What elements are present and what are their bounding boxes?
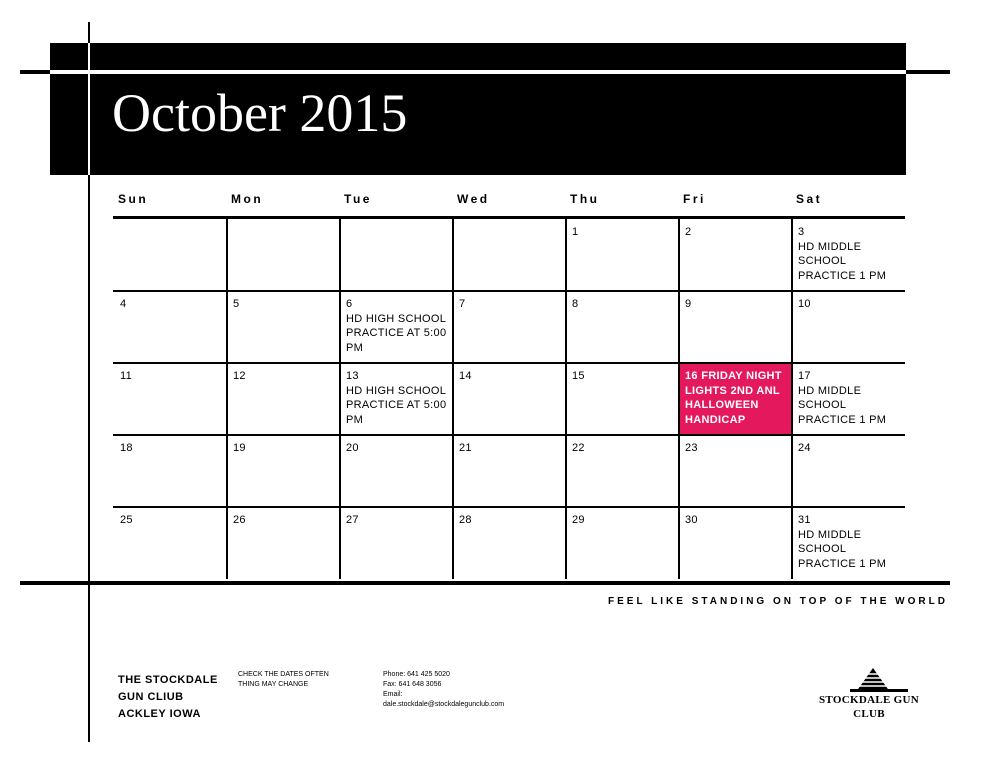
grid-column-rule [452,219,454,579]
weekday-sun: Sun [118,192,149,206]
calendar-day-cell[interactable] [228,508,339,580]
day-number: 21 [459,442,472,454]
calendar-day-cell[interactable] [567,292,678,362]
grid-top-rule [113,216,905,219]
notice-line: CHECK THE DATES OFTEN [238,671,329,678]
calendar-day-cell[interactable] [115,508,226,580]
email-address[interactable]: dale.stockdale@stockdalegunclub.com [383,701,505,708]
calendar-day-cell[interactable] [341,508,452,580]
day-number: 17 [798,370,811,382]
weekday-tue: Tue [344,192,372,206]
event-text: HD MIDDLE SCHOOL PRACTICE 1 PM [798,240,887,282]
fax: Fax: 641 648 3056 [383,681,442,688]
logo-text-line: STOCKDALE GUN [819,694,919,706]
calendar-day-cell[interactable] [680,292,791,362]
header-rule-inset [50,70,906,74]
calendar-day-cell[interactable] [680,220,791,290]
contact-info [383,670,504,710]
day-number: 25 [120,514,133,526]
day-number: 3 [798,226,805,238]
day-number: 11 [120,370,133,382]
day-number: 1 [572,226,579,238]
day-number: 29 [572,514,585,526]
calendar-day-cell[interactable] [228,220,339,290]
club-name-line: ACKLEY IOWA [118,708,201,720]
page-title: October 2015 [112,83,408,143]
day-number: 22 [572,442,585,454]
margin-rule-inset [88,43,90,175]
calendar-day-cell[interactable] [793,364,904,434]
calendar-day-cell[interactable] [454,436,565,506]
day-number: 6 [346,298,353,310]
day-number: 4 [120,298,127,310]
grid-column-rule [565,219,567,579]
calendar-day-cell[interactable] [228,364,339,434]
day-number: 30 [685,514,698,526]
notice [238,670,329,690]
calendar-day-cell[interactable] [793,436,904,506]
calendar-day-cell[interactable] [115,364,226,434]
day-number: 5 [233,298,240,310]
calendar-day-cell[interactable] [341,364,452,434]
calendar-day-cell[interactable] [793,292,904,362]
calendar-day-cell[interactable] [454,220,565,290]
weekday-mon: Mon [231,192,264,206]
day-number: 16 [685,370,698,382]
calendar-day-cell[interactable] [454,292,565,362]
event-text: HD HIGH SCHOOL PRACTICE AT 5:00 PM [346,384,447,426]
weekday-thu: Thu [570,192,600,206]
day-number: 14 [459,370,472,382]
calendar-day-cell[interactable] [228,292,339,362]
calendar-day-cell[interactable] [115,436,226,506]
grid-column-rule [678,219,680,579]
calendar-day-cell[interactable] [341,292,452,362]
calendar-day-cell[interactable] [567,364,678,434]
calendar-day-cell[interactable] [680,508,791,580]
event-label: FRIDAY NIGHT LIGHTS 2ND ANL HALLOWEEN HANDICAP [685,370,782,426]
club-name [118,672,218,723]
weekday-sat: Sat [796,192,823,206]
event-text: HD MIDDLE SCHOOL PRACTICE 1 PM [798,528,887,570]
grid-column-rule [339,219,341,579]
day-number: 12 [233,370,246,382]
weekday-fri: Fri [683,192,706,206]
day-number: 20 [346,442,359,454]
calendar-day-cell[interactable] [228,436,339,506]
calendar-day-cell[interactable] [341,436,452,506]
logo-text [800,693,938,721]
phone: Phone: 641 425 5020 [383,671,450,678]
notice-line: THING MAY CHANGE [238,681,309,688]
day-number: 18 [120,442,133,454]
motto: FEEL LIKE STANDING ON TOP OF THE WORLD [608,596,948,607]
day-number: 7 [459,298,466,310]
logo-text-line: CLUB [853,708,885,720]
club-name-line: GUN CLIUB [118,691,184,703]
day-number: 2 [685,226,692,238]
calendar-day-cell[interactable] [115,292,226,362]
calendar-day-cell[interactable] [115,220,226,290]
day-number: 9 [685,298,692,310]
calendar-day-cell[interactable] [567,220,678,290]
day-number: 23 [685,442,698,454]
calendar-day-cell[interactable] [680,364,791,434]
day-number: 27 [346,514,359,526]
email-label: Email: [383,691,403,698]
day-number: 10 [798,298,811,310]
calendar-day-cell[interactable] [680,436,791,506]
calendar-day-cell[interactable] [454,364,565,434]
day-number: 31 [798,514,811,526]
day-number: 19 [233,442,246,454]
club-name-line: THE STOCKDALE [118,674,218,686]
event-text: HD HIGH SCHOOL PRACTICE AT 5:00 PM [346,312,447,354]
day-number: 15 [572,370,585,382]
calendar-day-cell[interactable] [341,220,452,290]
day-number: 24 [798,442,811,454]
calendar-day-cell[interactable] [793,508,904,580]
day-number: 8 [572,298,579,310]
event-text [685,369,787,427]
grid-column-rule [791,219,793,579]
weekday-wed: Wed [457,192,490,206]
calendar-day-cell[interactable] [454,508,565,580]
day-number: 13 [346,370,359,382]
day-number: 28 [459,514,472,526]
grid-column-rule [226,219,228,579]
calendar-day-cell[interactable] [567,508,678,580]
calendar-day-cell[interactable] [567,436,678,506]
event-text: HD MIDDLE SCHOOL PRACTICE 1 PM [798,384,887,426]
footer-rule [20,581,950,585]
day-number: 26 [233,514,246,526]
calendar-day-cell[interactable] [793,220,904,290]
